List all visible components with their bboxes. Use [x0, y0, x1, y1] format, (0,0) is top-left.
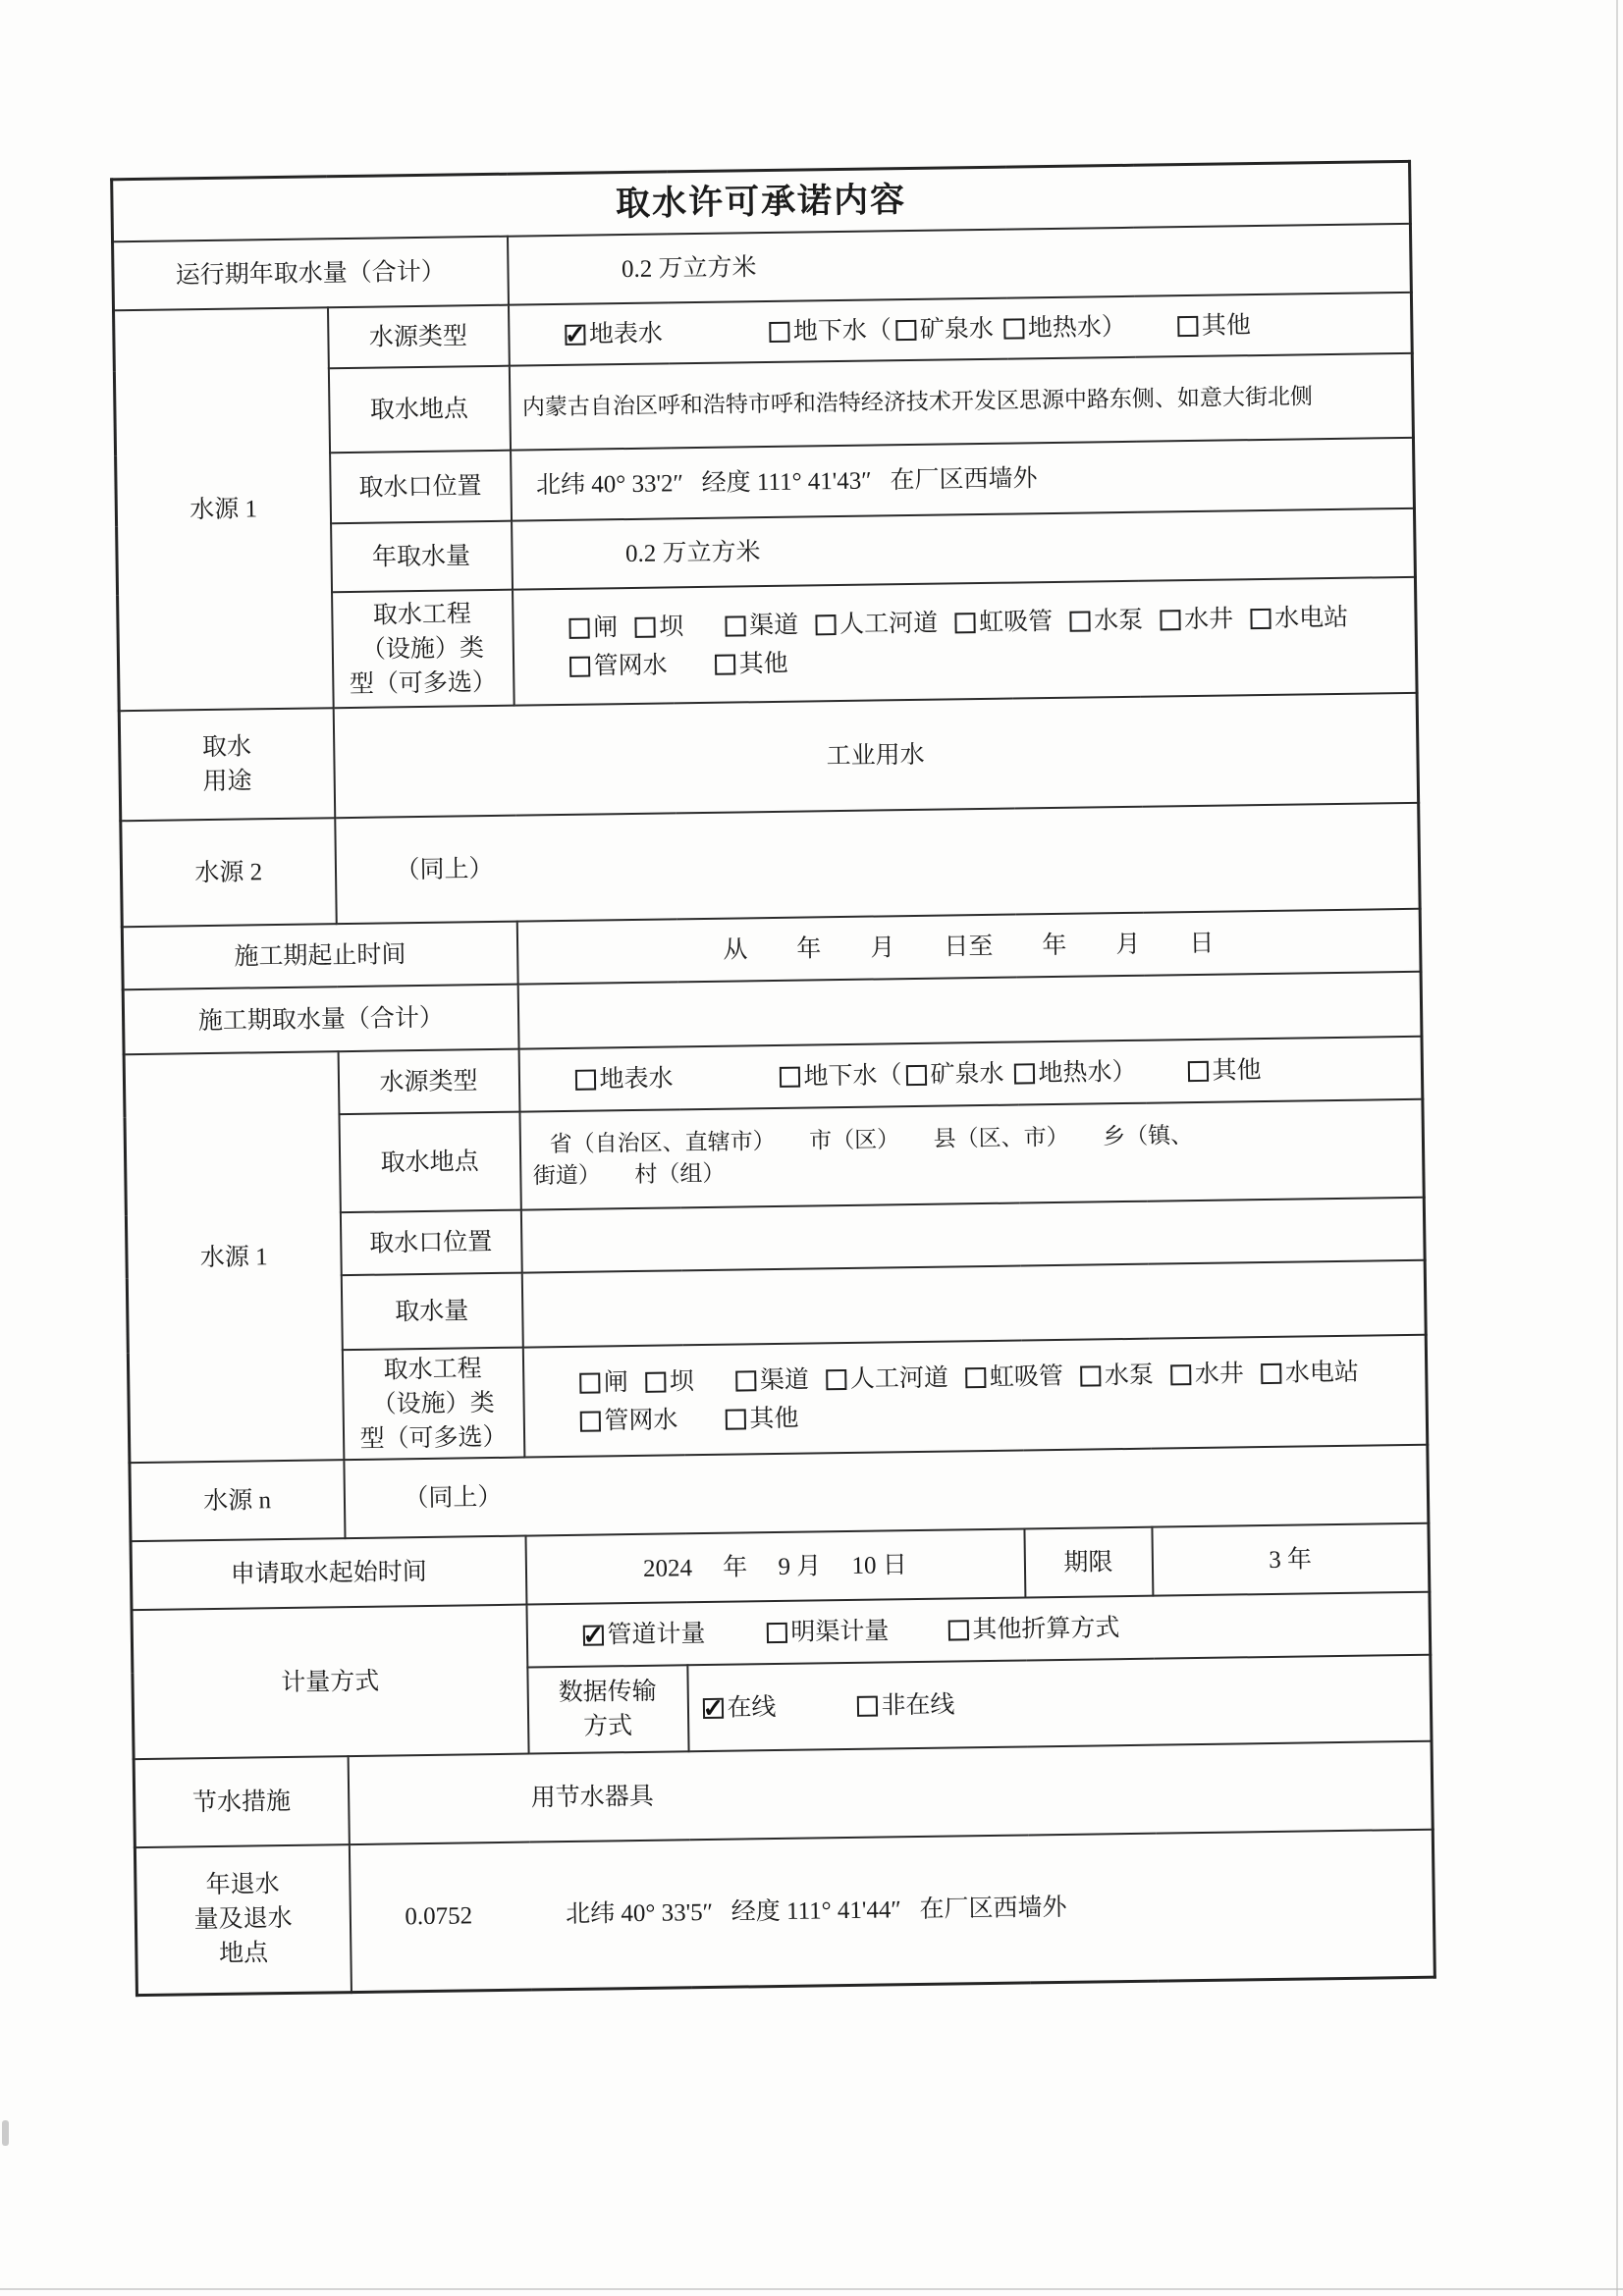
checkbox-option-label: 水电站 [1284, 1359, 1360, 1387]
checkbox-option-label: 在线 [727, 1694, 777, 1723]
checkbox-option[interactable] [1013, 1055, 1136, 1092]
checkbox-option[interactable] [565, 317, 663, 352]
checkbox-option-label: 地下水（ [792, 317, 893, 347]
checkbox-option[interactable] [1261, 1355, 1359, 1390]
transmission-options [687, 1655, 1432, 1752]
checkbox-unchecked-icon[interactable] [1250, 608, 1271, 628]
source2-label: 水源 2 [121, 818, 336, 927]
scan-edge-artifact-right [1616, 0, 1618, 2296]
checkbox-option[interactable] [965, 1359, 1063, 1394]
checkbox-unchecked-icon[interactable] [895, 320, 916, 341]
checkbox-option[interactable] [905, 1057, 1003, 1093]
checkbox-option-label: 人工河道 [849, 1364, 949, 1393]
checkbox-unchecked-icon[interactable] [1177, 316, 1198, 337]
con-source1-works-label: 取水工程 （设施）类 型（可多选） [342, 1348, 524, 1461]
checkbox-checked-icon[interactable] [702, 1698, 723, 1719]
checkbox-unchecked-icon[interactable] [954, 613, 975, 633]
checkbox-unchecked-icon[interactable] [1160, 610, 1180, 630]
checkbox-unchecked-icon[interactable] [634, 616, 655, 637]
source-n-value: （同上） [344, 1445, 1429, 1538]
checkbox-option[interactable] [895, 312, 994, 347]
con-source1-location-label: 取水地点 [339, 1112, 520, 1213]
apply-start-value: 2024 年 9 月 10 日 [525, 1528, 1025, 1604]
drainage-label: 年退水 量及退水 地点 [135, 1844, 351, 1995]
checkbox-option[interactable] [714, 647, 787, 682]
drainage-volume: 0.0752 [405, 1902, 473, 1931]
checkbox-option-label: 非在线 [881, 1691, 955, 1720]
run-total-label: 运行期年取水量（合计） [113, 237, 509, 311]
checkbox-option-label: 矿泉水 [919, 316, 995, 345]
apply-term-value: 3 年 [1152, 1523, 1430, 1596]
con-source1-volume-label: 取水量 [341, 1273, 522, 1351]
checkbox-option[interactable] [779, 1059, 901, 1095]
checkbox-option[interactable] [1177, 309, 1251, 345]
checkbox-option[interactable] [735, 1362, 809, 1398]
works-options-line2 [579, 1391, 1416, 1439]
scan-smudge-artifact [2, 2120, 9, 2146]
checkbox-option[interactable] [1187, 1053, 1261, 1089]
checkbox-option-label: 地表水 [599, 1065, 674, 1094]
checkbox-unchecked-icon[interactable] [725, 1410, 745, 1430]
water-saving-label: 节水措施 [134, 1756, 349, 1847]
checkbox-option[interactable] [954, 604, 1053, 639]
checkbox-unchecked-icon[interactable] [735, 1370, 756, 1391]
run-source1-annual-volume-label: 年取水量 [331, 521, 513, 593]
checkbox-unchecked-icon[interactable] [574, 1070, 595, 1091]
scan-edge-artifact-bottom [0, 2288, 1623, 2290]
checkbox-option[interactable] [815, 606, 938, 642]
checkbox-unchecked-icon[interactable] [1080, 1365, 1101, 1386]
checkbox-option-label: 其他 [1201, 312, 1252, 341]
checkbox-option-label: 水电站 [1273, 604, 1349, 632]
checkbox-checked-icon[interactable] [582, 1626, 603, 1646]
con-source1-location-value: 省（自治区、直辖市） 市（区） 县（区、市） 乡（镇、 街道） 村（组） [519, 1099, 1424, 1210]
run-source1-works-options [513, 577, 1418, 706]
checkbox-option-label: 其他 [1212, 1057, 1262, 1086]
checkbox-option-label: 管道计量 [607, 1621, 706, 1649]
checkbox-option[interactable] [947, 1612, 1119, 1648]
con-source1-group-label: 水源 1 [124, 1051, 344, 1463]
checkbox-option[interactable] [725, 608, 798, 643]
checkbox-option[interactable] [634, 610, 683, 645]
checkbox-option-label: 水井 [1183, 605, 1234, 633]
checkbox-option-label: 地热水） [1027, 314, 1127, 343]
checkbox-unchecked-icon[interactable] [766, 1623, 786, 1643]
checkbox-option-label: 其他 [749, 1405, 799, 1433]
checkbox-option-label: 渠道 [748, 612, 799, 639]
checkbox-option[interactable] [766, 1615, 889, 1651]
checkbox-unchecked-icon[interactable] [856, 1696, 877, 1717]
page-title: 取水许可承诺内容 [112, 161, 1411, 241]
permit-table [110, 160, 1436, 1997]
drainage-value-row [360, 1886, 1423, 1935]
checkbox-option[interactable] [645, 1364, 694, 1400]
con-source1-type-label: 水源类型 [338, 1049, 519, 1115]
checkbox-option-label: 闸 [603, 1368, 629, 1396]
checkbox-unchecked-icon[interactable] [1069, 611, 1090, 631]
checkbox-option[interactable] [582, 1617, 705, 1653]
checkbox-unchecked-icon[interactable] [579, 1372, 600, 1393]
checkbox-option[interactable] [1003, 310, 1126, 347]
checkbox-option-label: 其他折算方式 [972, 1615, 1120, 1644]
works-options-line2 [568, 636, 1405, 684]
checkbox-checked-icon[interactable] [565, 325, 585, 346]
checkbox-option[interactable] [1250, 600, 1348, 635]
apply-start-label: 申请取水起始时间 [131, 1536, 526, 1611]
checkbox-unchecked-icon[interactable] [1187, 1061, 1208, 1082]
checkbox-option[interactable] [579, 1404, 677, 1439]
checkbox-option-label: 矿泉水 [930, 1061, 1004, 1090]
drainage-value [349, 1830, 1434, 1992]
run-source1-group-label: 水源 1 [114, 307, 334, 711]
checkbox-unchecked-icon[interactable] [815, 614, 836, 635]
checkbox-option-label: 水泵 [1104, 1362, 1155, 1389]
checkbox-option-label: 水泵 [1093, 607, 1144, 634]
source2-value: （同上） [335, 803, 1420, 924]
drainage-location: 北纬 40° 33'5″ 经度 111° 41'44″ 在厂区西墙外 [565, 1895, 1067, 1929]
checkbox-option-label: 水井 [1194, 1360, 1245, 1388]
checkbox-unchecked-icon[interactable] [826, 1368, 846, 1389]
run-source1-location-value: 内蒙古自治区呼和浩特市呼和浩特经济技术开发区思源中路东侧、如意大街北侧 [509, 353, 1413, 451]
checkbox-unchecked-icon[interactable] [905, 1065, 926, 1086]
checkbox-option-label: 其他 [738, 651, 788, 678]
run-source1-position-value: 北纬 40° 33'2″ 经度 111° 41'43″ 在厂区西墙外 [511, 438, 1415, 521]
con-source1-position-label: 取水口位置 [340, 1210, 521, 1276]
checkbox-option[interactable] [579, 1365, 628, 1401]
run-source1-location-label: 取水地点 [328, 366, 510, 454]
apply-term-label: 期限 [1024, 1527, 1153, 1598]
run-source1-type-label: 水源类型 [327, 305, 509, 369]
checkbox-option-label: 渠道 [759, 1366, 810, 1394]
construction-period-label: 施工期起止时间 [122, 922, 517, 990]
checkbox-unchecked-icon[interactable] [645, 1371, 666, 1392]
checkbox-option[interactable] [574, 1062, 673, 1097]
checkbox-unchecked-icon[interactable] [568, 617, 589, 638]
run-source1-works-label: 取水工程 （设施）类 型（可多选） [332, 590, 514, 709]
con-source1-volume-value [521, 1260, 1426, 1348]
checkbox-unchecked-icon[interactable] [1013, 1064, 1034, 1085]
checkbox-option-label: 坝 [658, 613, 684, 641]
checkbox-option-label: 人工河道 [839, 610, 939, 638]
checkbox-option[interactable] [725, 1402, 798, 1437]
con-source1-works-options [522, 1335, 1428, 1458]
run-source1-annual-volume-value: 0.2 万立方米 [512, 508, 1416, 590]
checkbox-unchecked-icon[interactable] [568, 657, 589, 677]
checkbox-option[interactable] [1170, 1357, 1244, 1392]
checkbox-unchecked-icon[interactable] [947, 1621, 968, 1641]
checkbox-option[interactable] [702, 1690, 776, 1726]
checkbox-option-label: 闸 [592, 614, 619, 642]
checkbox-option-label: 坝 [669, 1367, 695, 1396]
checkbox-option-label: 虹吸管 [978, 608, 1054, 636]
checkbox-option[interactable] [1069, 603, 1143, 638]
construction-period-value: 从 年 月 日至 年 月 日 [516, 909, 1421, 985]
checkbox-option[interactable] [1080, 1358, 1154, 1393]
checkbox-unchecked-icon[interactable] [1003, 319, 1024, 340]
checkbox-unchecked-icon[interactable] [769, 322, 789, 343]
checkbox-option[interactable] [826, 1361, 948, 1397]
checkbox-option-label: 管网水 [593, 652, 668, 680]
permit-form-sheet [110, 160, 1436, 1997]
checkbox-option[interactable] [1160, 602, 1233, 637]
water-saving-value: 用节水器具 [348, 1741, 1433, 1844]
checkbox-unchecked-icon[interactable] [579, 1412, 600, 1432]
checkbox-option[interactable] [568, 611, 618, 646]
checkbox-unchecked-icon[interactable] [779, 1067, 799, 1088]
construction-total-label: 施工期取水量（合计） [123, 985, 518, 1055]
intake-use-label: 取水 用途 [119, 708, 335, 821]
metering-label: 计量方式 [132, 1605, 528, 1760]
source-n-label: 水源 n [130, 1460, 345, 1541]
checkbox-option-label: 明渠计量 [790, 1618, 890, 1647]
transmission-label: 数据传输 方式 [527, 1665, 688, 1753]
checkbox-option[interactable] [568, 649, 667, 684]
checkbox-unchecked-icon[interactable] [714, 655, 734, 675]
checkbox-option-label: 地表水 [588, 320, 664, 348]
checkbox-option[interactable] [856, 1688, 954, 1724]
checkbox-unchecked-icon[interactable] [965, 1367, 986, 1388]
run-total-value: 0.2 万立方米 [508, 224, 1412, 305]
intake-use-value: 工业用水 [333, 693, 1419, 818]
checkbox-unchecked-icon[interactable] [1170, 1364, 1191, 1385]
checkbox-unchecked-icon[interactable] [1261, 1362, 1281, 1383]
checkbox-option-label: 管网水 [604, 1407, 678, 1435]
run-source1-position-label: 取水口位置 [330, 451, 512, 524]
checkbox-option[interactable] [769, 314, 892, 350]
checkbox-option-label: 虹吸管 [989, 1362, 1064, 1391]
checkbox-option-label: 地下水（ [803, 1062, 902, 1091]
checkbox-option-label: 地热水） [1038, 1059, 1137, 1088]
checkbox-unchecked-icon[interactable] [725, 615, 745, 636]
